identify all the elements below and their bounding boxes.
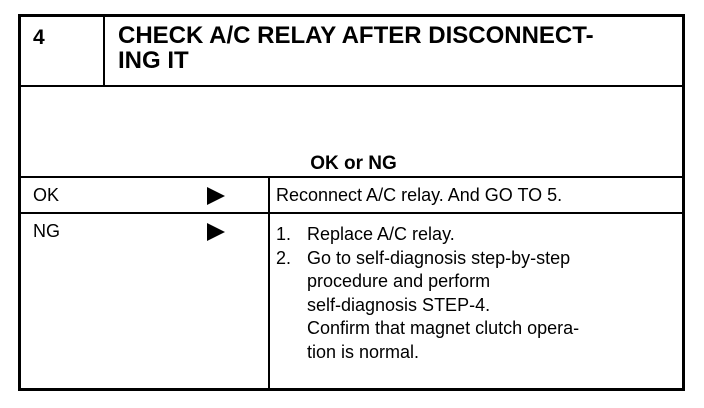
ng-action-item [276, 247, 676, 365]
right-arrow-icon [207, 223, 225, 241]
step-title-line-2: ING IT [118, 47, 189, 74]
ng-item-number: 1. [276, 224, 292, 244]
ng-item-line: Replace A/C relay. [307, 224, 455, 244]
ng-item-text [307, 247, 676, 365]
ng-item-line: Go to self-diagnosis step-by-step [307, 247, 571, 268]
ng-action-list [276, 223, 676, 364]
step-title-line-1: CHECK A/C RELAY AFTER DISCONNECT- [118, 22, 594, 49]
ng-item-line: tion is normal. [307, 341, 420, 362]
ng-item-number: 2. [276, 247, 292, 268]
result-row-ok [21, 176, 682, 212]
column-divider [268, 178, 270, 212]
ng-item-line: self-diagnosis STEP-4. [307, 294, 491, 315]
procedure-table [18, 14, 685, 391]
result-row-ng [21, 212, 682, 390]
ng-item-line: Confirm that magnet clutch opera- [307, 318, 580, 338]
result-label-ok: OK [33, 185, 60, 205]
ok-action-text: Reconnect A/C relay. And GO TO 5. [276, 185, 563, 205]
decision-label: OK or NG [310, 153, 397, 174]
step-number: 4 [21, 17, 105, 85]
ng-item-text [307, 223, 676, 247]
ng-item-line: procedure and perform [307, 271, 491, 291]
right-arrow-icon [207, 187, 225, 205]
step-title [118, 23, 674, 73]
ng-action-item [276, 223, 676, 247]
column-divider [268, 214, 270, 390]
result-label-ng: NG [33, 221, 60, 241]
step-header [21, 17, 682, 87]
